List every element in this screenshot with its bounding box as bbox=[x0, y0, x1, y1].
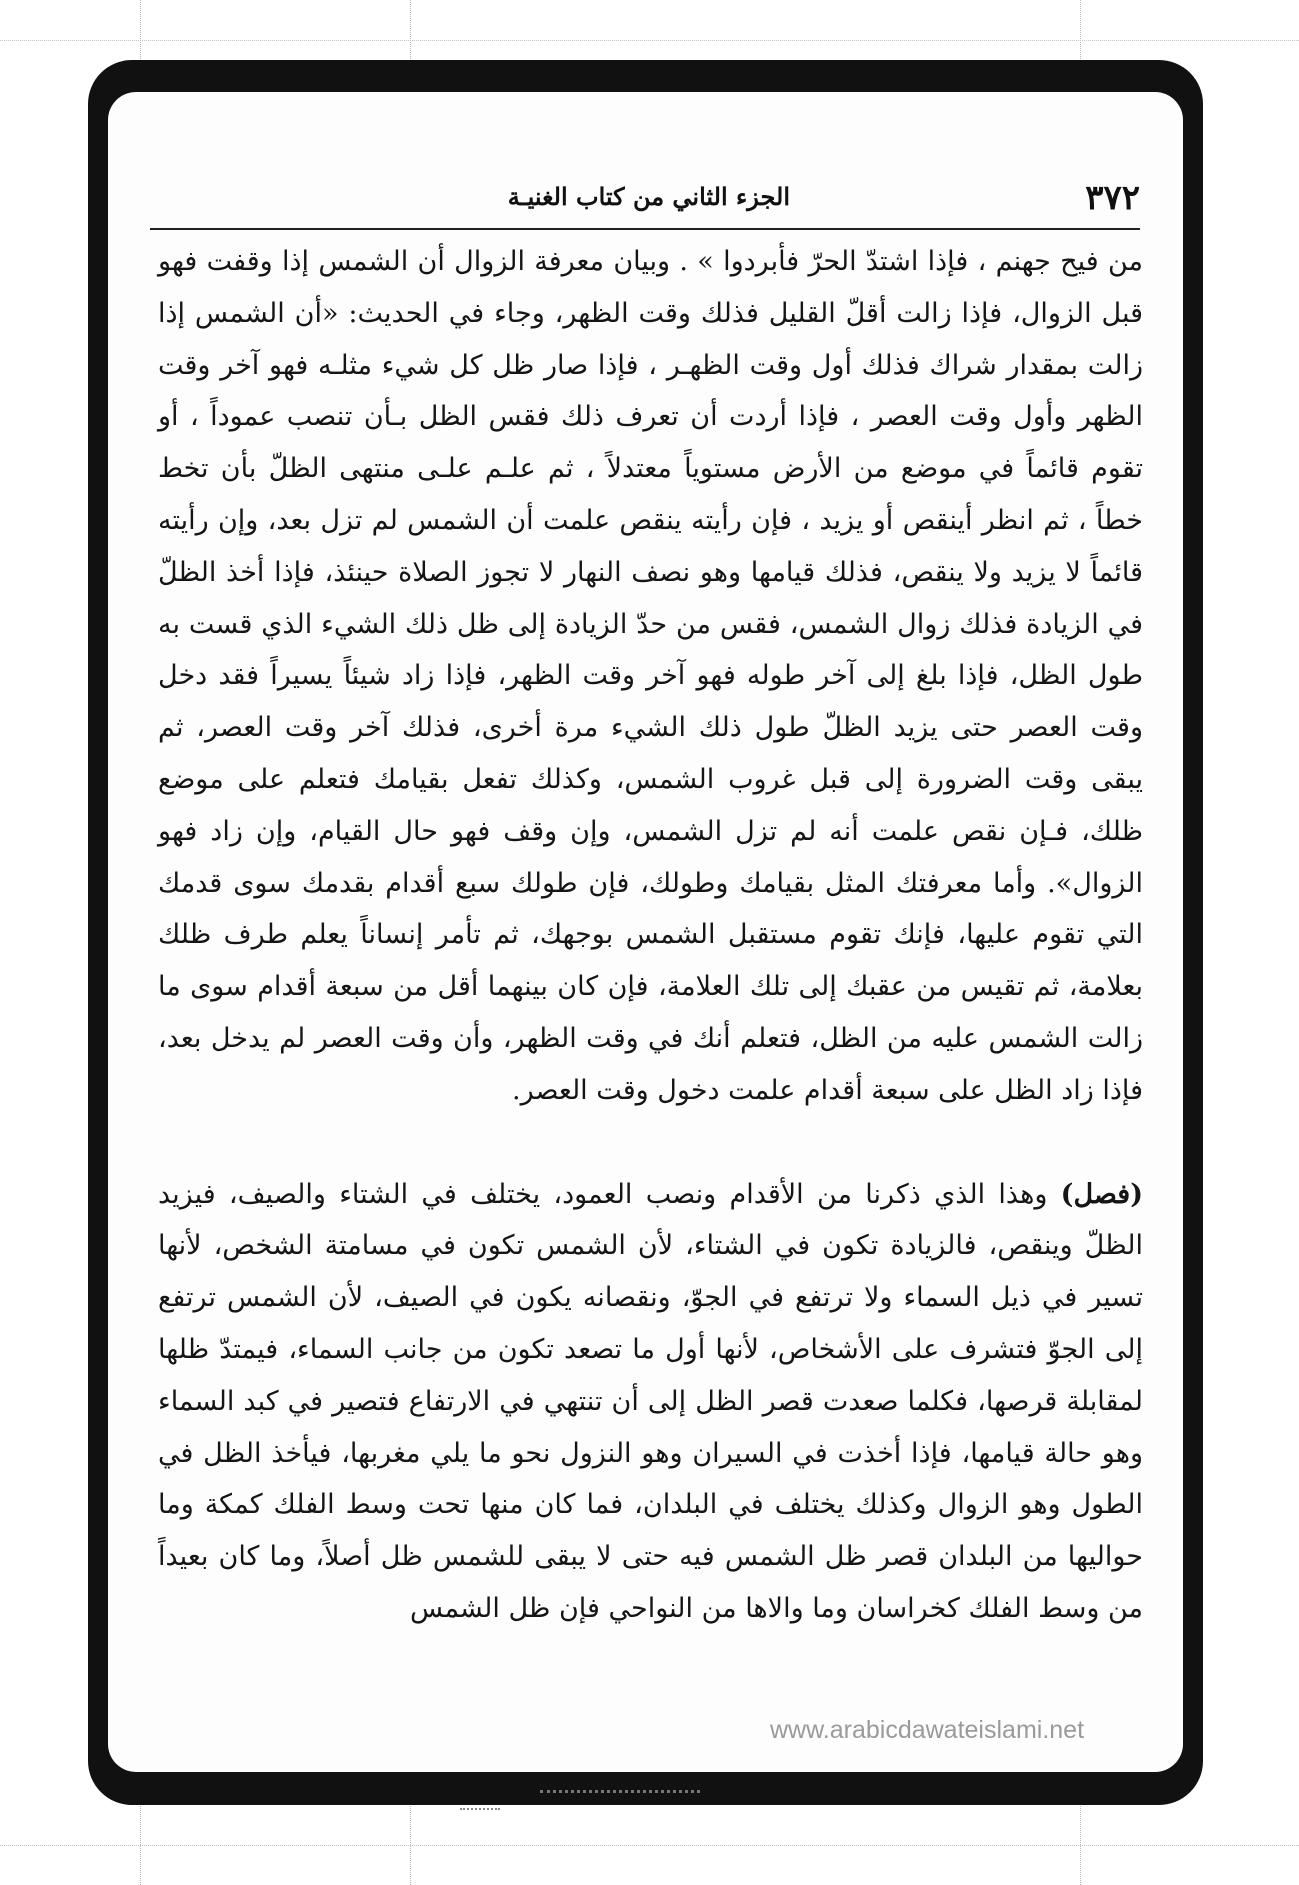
header-rule bbox=[150, 228, 1140, 230]
scan-artifact bbox=[540, 1790, 700, 1805]
body-text bbox=[158, 236, 1143, 1635]
scan-artifact bbox=[460, 1808, 500, 1814]
paragraph: من فيح جهنم ، فإذا اشتدّ الحرّ فأبردوا » . وبيان معرفة الزوال أن الشمس إذا وقفت فهو قبل الزوال، فإذا زالت أقلّ القليل فذلك وقت الظهر، وجاء في الحديث: «أن الشمس إذا زالت بمقدار شراك فذلك أول وقت الظهـر ، فإذا صار ظل كل شيء مثلـه فهو آخر وقت الظهر وأول وقت العصر ، فإذا أردت أن تعرف ذلك فقس الظل بـأن تنصب عموداً ، أو تقوم قائماً في موضع من الأرض مستوياً معتدلاً ، ثم علـم علـى منتهى الظلّ بأن تخط خطاً ، ثم انظر أينقص أو يزيد ، فإن رأيته ينقص علمت أن الشمس لم تزل بعد، وإن رأيته قائماً لا يزيد ولا ينقص، فذلك قيامها وهو نصف النهار لا تجوز الصلاة حينئذ، فإذا أخذ الظلّ في الزيادة فذلك زوال الشمس، فقس من حدّ الزيادة إلى ظل ذلك الشيء الذي قست به طول الظل، فإذا بلغ إلى آخر طوله فهو آخر وقت الظهر، فإذا زاد شيئاً يسيراً فقد دخل وقت العصر حتى يزيد الظلّ طول ذلك الشيء مرة أخرى، فذلك آخر وقت العصر، ثم يبقى وقت الضرورة إلى قبل غروب الشمس، وكذلك تفعل بقيامك فتعلم على موضع ظلك، فـإن نقص علمت أنه لم تزل الشمس، وإن وقف فهو حال القيام، وإن زاد فهو الزوال». وأما معرفتك المثل بقيامك وطولك، فإن طولك سبع أقدام بقدمك سوى قدمك التي تقوم عليها، فإنك تقوم مستقبل الشمس بوجهك، ثم تأمر إنساناً يعلم طرف ظلك بعلامة، ثم تقيس من عقبك إلى تلك العلامة، فإن كان بينهما أقل من سبعة أقدام سوى ما زالت الشمس عليه من الظل، فتعلم أنك في وقت الظهر، وأن وقت العصر لم يدخل بعد، فإذا زاد الظل على سبعة أقدام علمت دخول وقت العصر. bbox=[158, 246, 1143, 1106]
paragraph-text: وهذا الذي ذكرنا من الأقدام ونصب العمود، يختلف في الشتاء والصيف، فيزيد الظلّ وينقص، فالزيادة تكون في الشتاء، لأن الشمس تكون في مسامتة الشخص، لأنها تسير في ذيل السماء ولا ترتفع في الجوّ، ونقصانه يكون في الصيف، لأن الشمس ترتفع إلى الجوّ فتشرف على الأشخاص، لأنها أول ما تصعد تكون من جانب السماء، فيمتدّ ظلها لمقابلة قرصها، فكلما صعدت قصر الظل إلى أن تنتهي في الارتفاع فتصير في كبد السماء وهو حالة قيامها، فإذا أخذت في السيران وهو النزول نحو ما يلي مغربها، فيأخذ الظل في الطول وهو الزوال وكذلك يختلف في البلدان، فما كان منها تحت وسط الفلك كمكة وما حواليها من البلدان قصر ظل الشمس فيه حتى لا يبقى للشمس ظل أصلاً، وما كان بعيداً من وسط الفلك كخراسان وما والاها من النواحي فإن ظل الشمس bbox=[158, 1178, 1143, 1624]
watermark: www.arabicdawateislami.net bbox=[770, 1716, 1085, 1744]
page-number: ٣٧٢ bbox=[1085, 178, 1140, 218]
paragraph bbox=[158, 1169, 1143, 1635]
section-term: (فصل) bbox=[1060, 1178, 1143, 1210]
page-header bbox=[150, 178, 1140, 226]
running-title: الجزء الثاني من كتاب الغنيـة bbox=[507, 182, 790, 211]
scan-artifact-line bbox=[0, 40, 1299, 41]
scan-artifact-line bbox=[0, 1845, 1299, 1846]
